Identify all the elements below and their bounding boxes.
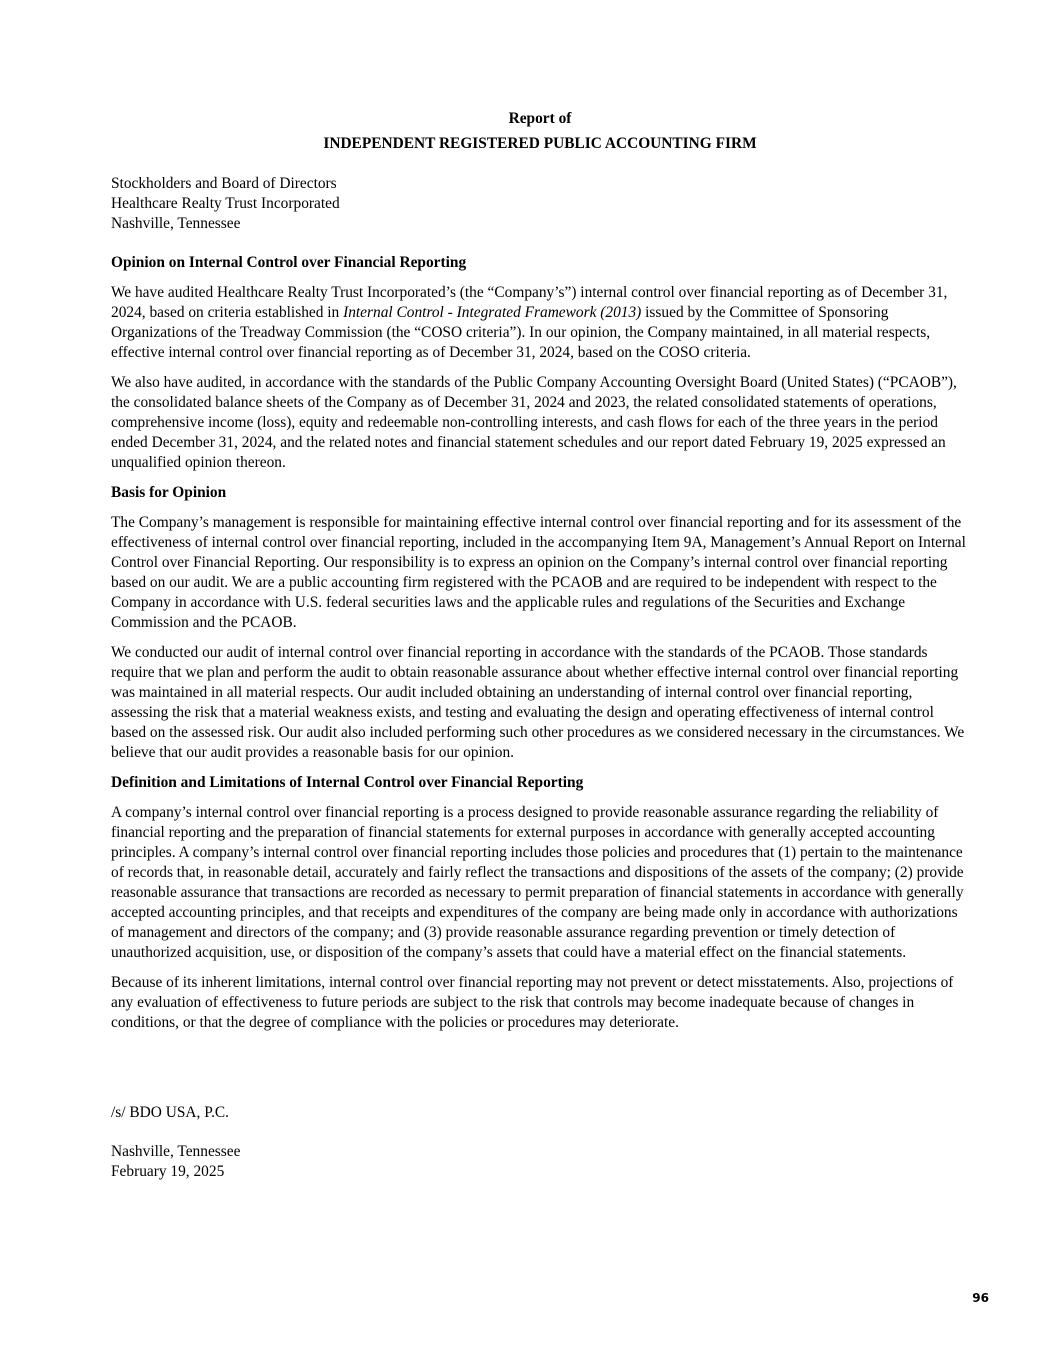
signature-block xyxy=(111,1142,969,1182)
signature-firm: /s/ BDO USA, P.C. xyxy=(111,1104,230,1121)
section-heading-definition: Definition and Limitations of Internal Control over Financial Reporting xyxy=(111,774,584,791)
basis-paragraph: The Company’s management is responsible for maintaining effective internal control over financial reporting and for its assessment of the effectiveness of internal control over financial reporting, included in the accompanying Item 9A, Management’s Annual Report on Internal Control over Financial Reporting. Our responsibility is to express an opinion on the Company’s internal control over financial reporting based on our audit. We are a public accounting firm registered with the PCAOB and are required to be independent with respect to the Company in accordance with U.S. federal securities laws and the applicable rules and regulations of the Securities and Exchange Commission and the PCAOB. xyxy=(111,514,966,631)
opinion-paragraph: We also have audited, in accordance with the standards of the Public Company Accounting Oversight Board (United States) (“PCAOB”), the consolidated balance sheets of the Company as of December 31, 2024 and 2023, the related consolidated statements of operations, comprehensive income (loss), equity and redeemable non-controlling interests, and cash flows for each of the three years in the period ended December 31, 2024, and the related notes and financial statement schedules and our report dated February 19, 2025 expressed an unqualified opinion thereon. xyxy=(111,374,957,471)
section-heading-opinion: Opinion on Internal Control over Financial Reporting xyxy=(111,254,467,271)
addressee-line: Stockholders and Board of Directors xyxy=(111,175,337,192)
framework-title: Internal Control - Integrated Framework (2013) xyxy=(343,304,642,321)
section-heading-basis: Basis for Opinion xyxy=(111,484,227,501)
opinion-paragraph xyxy=(111,283,969,363)
page-number: 96 xyxy=(972,1291,989,1305)
addressee-line: Healthcare Realty Trust Incorporated xyxy=(111,195,340,212)
report-title: Report of xyxy=(508,110,572,127)
opinion-text: We have audited Healthcare Realty Trust Incorporated’s (the “Company’s”) internal control over financial reporting as of December 31, 2024, based on criteria established in xyxy=(111,284,948,321)
signature-city: Nashville, Tennessee xyxy=(111,1143,241,1160)
addressee-block xyxy=(111,174,969,234)
definition-paragraph: A company’s internal control over financial reporting is a process designed to provide reasonable assurance regarding the reliability of financial reporting and the preparation of financial statements for external purposes in accordance with generally accepted accounting principles. A company’s internal control over financial reporting includes those policies and procedures that (1) pertain to the maintenance of records that, in reasonable detail, accurately and fairly reflect the transactions and dispositions of the assets of the company; (2) provide reasonable assurance that transactions are recorded as necessary to permit preparation of financial statements in accordance with generally accepted accounting principles, and that receipts and expenditures of the company are being made only in accordance with authorizations of management and directors of the company; and (3) provide reasonable assurance regarding prevention or timely detection of unauthorized acquisition, use, or disposition of the company’s assets that could have a material effect on the financial statements. xyxy=(111,804,964,961)
basis-paragraph: We conducted our audit of internal control over financial reporting in accordance with the standards of the PCAOB. Those standards require that we plan and perform the audit to obtain reasonable assurance about whether effective internal control over financial reporting was maintained in all material respects. Our audit included obtaining an understanding of internal control over financial reporting, assessing the risk that a material weakness exists, and testing and evaluating the design and operating effectiveness of internal control based on the assessed risk. Our audit also included performing such other procedures as we considered necessary in the circumstances. We believe that our audit provides a reasonable basis for our opinion. xyxy=(111,644,965,761)
report-page xyxy=(111,109,969,1182)
report-subtitle: INDEPENDENT REGISTERED PUBLIC ACCOUNTING FIRM xyxy=(323,135,757,152)
addressee-line: Nashville, Tennessee xyxy=(111,215,241,232)
definition-paragraph: Because of its inherent limitations, internal control over financial reporting may not prevent or detect misstatements. Also, projections of any evaluation of effectiveness to future periods are subject to the risk that controls may become inadequate because of changes in conditions, or that the degree of compliance with the policies or procedures may deteriorate. xyxy=(111,974,954,1031)
signature-date: February 19, 2025 xyxy=(111,1163,225,1180)
opinion-text: issued by the Committee of Sponsoring Organizations of the Treadway Commission (the “COSO criteria”). In our opinion, the Company maintained, in all material respects, effective internal control over financial reporting as of December 31, 2024, based on the COSO criteria. xyxy=(111,304,931,361)
